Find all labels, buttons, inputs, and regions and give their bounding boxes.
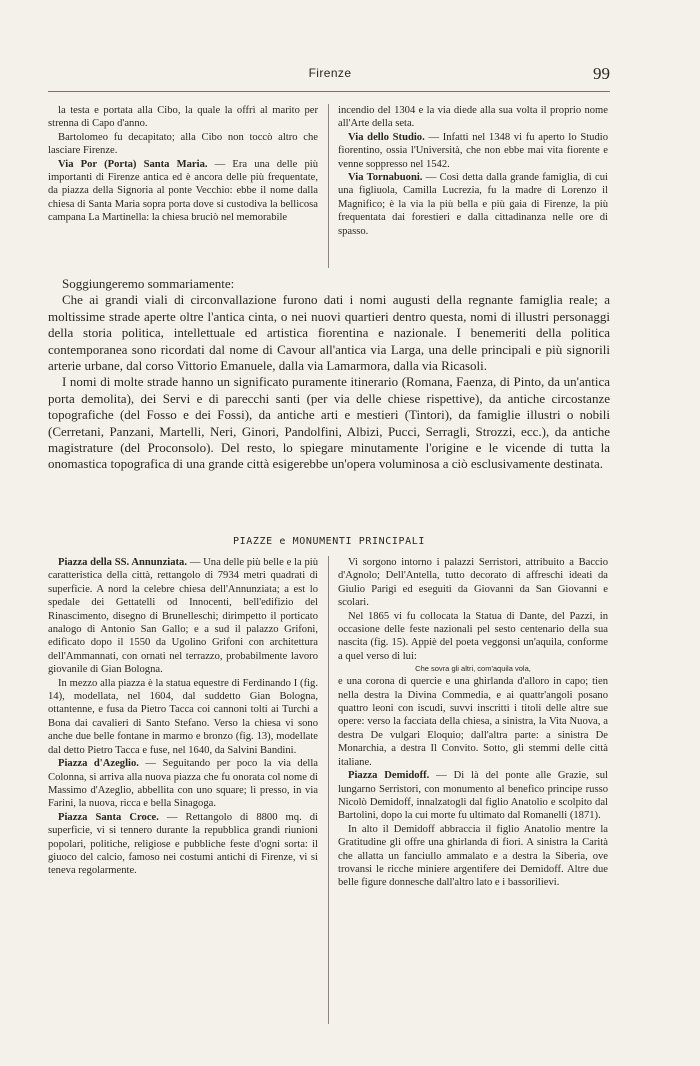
paragraph bbox=[338, 610, 608, 664]
paragraph: Soggiungeremo sommariamente: bbox=[62, 276, 235, 291]
paragraph bbox=[338, 769, 608, 823]
section-title: PIAZZE e MONUMENTI PRINCIPALI bbox=[233, 536, 425, 547]
paragraph-text: Bartolomeo fu decapitato; alla Cibo non toccò altro che lasciare Firenze. bbox=[48, 131, 318, 157]
bottom-left-column bbox=[48, 556, 318, 878]
entry-heading: Piazza Santa Croce. bbox=[58, 811, 159, 823]
paragraph-text: — Di là del ponte alle Grazie, sul lungarno Serristori, con monumento al benefico principe russo Nicolò Demidoff, innalzatogli dal figlio Anatolio e scolpito dal Bartolini, dopo la cui morte fu ultimato dal Romanelli (1871). bbox=[338, 770, 609, 822]
running-header bbox=[50, 64, 610, 86]
paragraph bbox=[48, 158, 318, 225]
paragraph bbox=[48, 757, 318, 811]
running-title: Firenze bbox=[308, 66, 352, 80]
paragraph bbox=[338, 556, 608, 610]
top-left-column bbox=[48, 104, 318, 225]
entry-heading: Piazza della SS. Annunziata. bbox=[58, 557, 187, 568]
paragraph bbox=[48, 677, 318, 757]
paragraph bbox=[48, 104, 318, 131]
paragraph-text: Vi sorgono intorno i palazzi Serristori, attribuito a Baccio d'Agnolo; Dell'Antella, tutto decorato di affreschi ideati da Giulio Parigi ed eseguiti da Giovanni da San Giovanni e scolari. bbox=[338, 557, 608, 609]
paragraph bbox=[338, 171, 608, 238]
verse-quote: Che sovra gli altri, com'aquila vola, bbox=[415, 664, 531, 674]
header-rule bbox=[48, 91, 610, 92]
entry-heading: Via Tornabuoni. bbox=[348, 172, 423, 184]
paragraph-text: — Era una delle più importanti di Firenze antica ed è ancora delle più frequentate, da piazza della Signoria al ponte Vecchio: ebbe il nome dalla chiesa di Santa Maria sopra porta dove si custodiva la bellicosa campana La Martinella: la chiesa bruciò nel memorabile bbox=[48, 158, 318, 224]
paragraph bbox=[338, 823, 608, 890]
column-divider bbox=[328, 104, 329, 268]
paragraph-text: In mezzo alla piazza è la statua equestre di Ferdinando I (fig. 14), modellata, nel 1604, dal suddetto Gian Bologna, ottantenne, e fusa da Pietro Tacca coi cannoni tolti ai Turchi a Bona dai cavalieri di Santo Stefano. Verso la chiesa vi sono anche due belle fontane in marmo e bronzo (fig. 13), modellate dal detto Pietro Tacca e fuse, nel 1640, da Salvini Bandini. bbox=[48, 677, 318, 756]
paragraph-text: — Una delle più belle e la più caratteristica della città, rettangolo di 7934 metri quadrati di superficie. A nord la celebre chiesa dell'Annunziata; a est lo spedale dei Gettatelli od Innocenti, bell'edifizio del Rinascimento, disegno di Brunelleschi; dirimpetto il porticato analogo di Antonio San Gallo; e a sud il palazzo Grifoni, edificato dopo il 1550 da Ugolino Grifoni con architettura dell'Ammannati, con ornati nel terrazzo, probabilmente lavoro giovanile di Gian Bologna. bbox=[48, 557, 318, 676]
main-text bbox=[48, 276, 610, 473]
entry-heading: Piazza d'Azeglio. bbox=[58, 758, 139, 770]
column-divider bbox=[328, 556, 329, 1024]
paragraph-text: incendio del 1304 e la via diede alla sua volta il proprio nome all'Arte della seta. bbox=[338, 105, 608, 130]
paragraph-text: — Infatti nel 1348 vi fu aperto lo Studio fiorentino, ossia l'Università, che non ebbe mai vita fiorente e venne soppresso nel 1542. bbox=[338, 131, 608, 170]
paragraph bbox=[338, 675, 608, 769]
page-number: 99 bbox=[593, 64, 610, 83]
paragraph-text: — Così detta dalla grande famiglia, di cui una figliuola, Camilla Lucrezia, fu la madre di Lorenzo il Magnifico; è la via la più bella e più gaia di Firenze, la più frequentata dai forestieri e dalla cittadinanza nelle ore di spasso. bbox=[338, 172, 608, 237]
bottom-columns bbox=[48, 556, 610, 1026]
paragraph-text: e una corona di quercie e una ghirlanda d'alloro in capo; tien nella destra la Divina Commedia, e ai quattr'angoli posano quattro leoni con iscudi, suvvi inscritti i titoli delle altre sue opere: verso la facciata della chiesa, a sinistra, la Vita Nuova, a destra De vulgari Eloquio; dall'altra parte: a sinistra De Monarchia, a destra Il Convito. Sotto, gli stemmi delle città italiane. bbox=[338, 676, 608, 768]
paragraph-text: — Seguitando per poco la via della Colonna, si arriva alla nuova piazza che fu onorata col nome di Massimo d'Azeglio, abbellita con uno square; lì presso, in via Farini, la nuova, ricca e bella Sinagoga. bbox=[48, 758, 318, 810]
paragraph bbox=[48, 556, 318, 677]
paragraph bbox=[48, 131, 318, 158]
top-columns bbox=[48, 104, 610, 272]
entry-heading: Via dello Studio. bbox=[348, 131, 425, 143]
entry-heading: Via Por (Porta) Santa Maria. bbox=[58, 158, 208, 170]
paragraph-text: In alto il Demidoff abbraccia il figlio Anatolio mentre la Gratitudine gli offre una ghirlanda di fiori. A sinistra la Carità che allatta un fanciullo ammalato e a destra la Siberia, ove trovansi le ricche miniere argentifere dei Demidoff. Altre due belle figure donnesche dall'altro lato e i bassorilievi. bbox=[338, 823, 608, 889]
top-right-column bbox=[338, 104, 608, 238]
paragraph bbox=[338, 104, 608, 131]
paragraph-text: Nel 1865 vi fu collocata la Statua di Dante, del Pazzi, in occasione delle feste nazionali pel sesto centenario della sua nascita (fig. 15). Appiè del poeta veggonsi un'aquila, conforme a quel verso di lui: bbox=[338, 610, 608, 662]
bottom-right-column bbox=[338, 556, 608, 890]
paragraph: Che ai grandi viali di circonvallazione furono dati i nomi augusti della regnante famiglia reale; a moltissime strade aperte oltre l'antica cinta, o nei nuovi quartieri dentro questa, nomi di illustri personaggi della storia politica, intellettuale ed artistica fiorentina e nazionale. I benemeriti della politica contemporanea sono ricordati dal nome di Cavour all'antica via Larga, una delle principali e più signorili arterie urbane, dal corso Vittorio Emanuele, dalla via Lamarmora, dalla via Ricasoli. bbox=[48, 292, 610, 374]
entry-heading: Piazza Demidoff. bbox=[348, 770, 430, 782]
paragraph-text: la testa e portata alla Cibo, la quale la offrì al marito per strenna di Capo d'anno. bbox=[48, 105, 318, 130]
paragraph-text: — Rettangolo di 8800 mq. di superficie, vi si tennero durante la repubblica grandi riunioni popolari, politiche, religiose e pubbliche feste d'ogni sorta: il giuoco del calcio, famoso nei costumi antichi di Firenze, vi si teneva regolarmente. bbox=[48, 811, 319, 877]
paragraph: I nomi di molte strade hanno un significato puramente itinerario (Romana, Faenza, di Pinto, da un'antica porta demolita), dei Servi e di parecchi santi (per via delle chiese rispettive), da antiche circostanze topografiche (del Fosso e dei Fossi), da antiche arti e mestieri (Tintori), da famiglie illustri o nobili (Cerretani, Panzani, Martelli, Neri, Ginori, Pandolfini, Albizi, Pucci, Serragli, Strozzi, ecc.), da antiche magistrature (del Proconsolo). Del resto, lo spiegare minutamente l'origine e le vicende di tutta la onomastica topografica di una grande città esigerebbe un'opera voluminosa a ciò esclusivamente destinata. bbox=[48, 374, 610, 472]
paragraph bbox=[48, 811, 318, 878]
paragraph bbox=[338, 131, 608, 171]
